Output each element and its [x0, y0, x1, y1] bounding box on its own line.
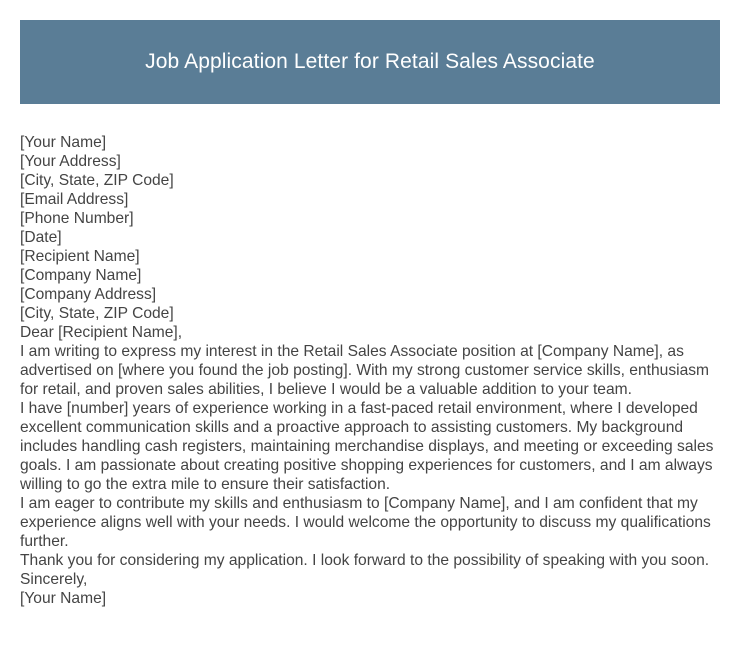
paragraph-thanks: Thank you for considering my application. I look forward to the possibility of speaking with you soon. [20, 552, 710, 569]
recipient-company-address: [Company Address] [20, 286, 157, 303]
salutation: Dear [Recipient Name], [20, 324, 183, 341]
letter-date: [Date] [20, 229, 62, 246]
sender-city-state-zip: [City, State, ZIP Code] [20, 172, 174, 189]
signature: [Your Name] [20, 590, 107, 607]
letter-body [20, 133, 722, 608]
recipient-company: [Company Name] [20, 267, 142, 284]
sender-email: [Email Address] [20, 191, 129, 208]
recipient-name: [Recipient Name] [20, 248, 140, 265]
paragraph-contribution: I am eager to contribute my skills and enthusiasm to [Company Name], and I am confident that my experience aligns well with your needs. I would welcome the opportunity to discuss my qualifications further. [20, 495, 711, 550]
sender-name: [Your Name] [20, 134, 107, 151]
recipient-city-state-zip: [City, State, ZIP Code] [20, 305, 174, 322]
sender-phone: [Phone Number] [20, 210, 134, 227]
page-title: Job Application Letter for Retail Sales Associate [145, 50, 595, 73]
paragraph-intro: I am writing to express my interest in the Retail Sales Associate position at [Company Name], as advertised on [where you found the job posting]. With my strong customer service skills, enthusiasm for retail, and proven sales abilities, I believe I would be a valuable addition to your team. [20, 343, 710, 398]
paragraph-experience: I have [number] years of experience working in a fast-paced retail environment, where I developed excellent communication skills and a proactive approach to assisting customers. My background includes handling cash registers, maintaining merchandise displays, and meeting or exceeding sales goals. I am passionate about creating positive shopping experiences for customers, and I am always willing to go the extra mile to ensure their satisfaction. [20, 400, 714, 493]
closing: Sincerely, [20, 571, 88, 588]
title-banner [20, 20, 720, 104]
sender-address: [Your Address] [20, 153, 121, 170]
